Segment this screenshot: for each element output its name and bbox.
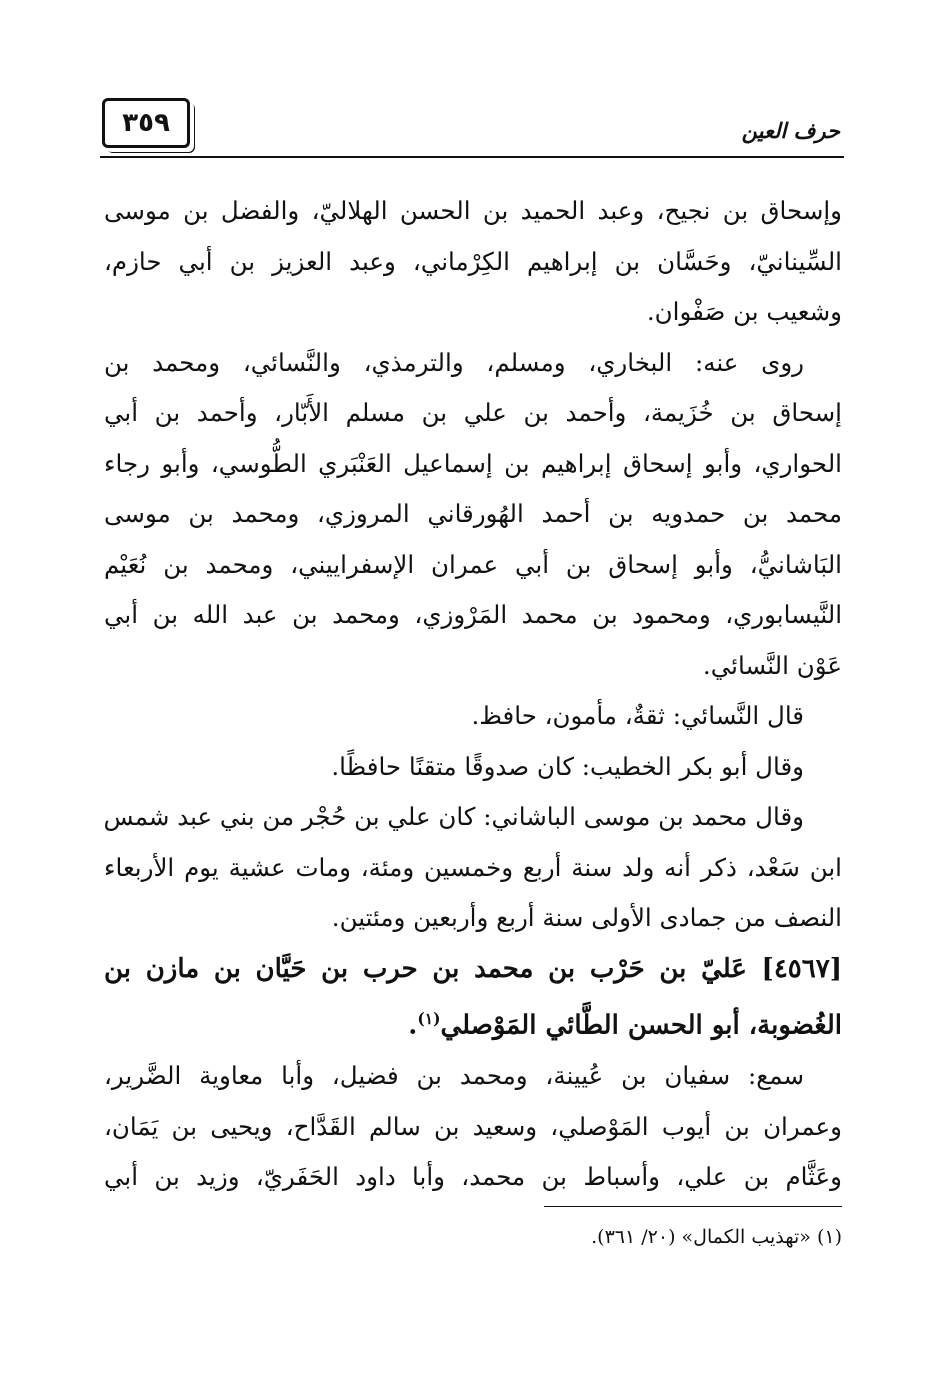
entry-heading-end: . [408,1010,418,1041]
text-line: روى عنه: البخاري، ومسلم، والترمذي، والنَّسائي، ومحمد بن [104,347,804,377]
page-body [104,186,842,1203]
text-line: محمد بن حمدويه بن أحمد الهُورقاني المروزي، ومحمد بن موسى [104,499,842,528]
entry-heading-text: الغُضوبة، أبو الحسن الطَّائي المَوْصلي [440,1010,842,1041]
paragraphs-block [104,186,842,944]
text-line: البَاشانيُّ، وأبو إسحاق بن أبي عمران الإسفراييني، ومحمد بن نُعَيْم [104,549,842,579]
text-line: وعَثَّام بن علي، وأسباط بن محمد، وأبا داود الحَفَريّ، وزيد بن أبي [104,1162,842,1192]
text-line: وإسحاق بن نجيح، وعبد الحميد بن الحسن الهلاليّ، والفضل بن موسى [104,196,842,225]
text-line: وعمران بن أيوب المَوْصلي، وسعيد بن سالم القَدَّاح، ويحيى بن يَمَان، [104,1111,842,1141]
text-line: قال النَّسائي: ثقةٌ، مأمون، حافظ. [471,701,804,730]
text-line: ابن سَعْد، ذكر أنه ولد سنة أربع وخمسين ومئة، ومات عشية يوم الأربعاء [104,852,842,882]
text-line: إسحاق بن خُزَيمة، وأحمد بن علي بن مسلم الأَبّار، وأحمد بن أبي [104,398,842,427]
running-head: حرف العين [741,118,840,143]
text-line: النصف من جمادى الأولى سنة أربع وأربعين ومئتين. [331,903,842,932]
text-line: وشعيب بن صَفْوان. [646,297,842,326]
paragraphs-block-2 [104,1051,842,1203]
page-number: ٣٥٩ [102,98,190,148]
footnote-separator [544,1206,842,1207]
footnote-marker[interactable]: (١) [417,1009,441,1028]
page-header [100,98,844,158]
footnote: (١) «تهذيب الكمال» (٢٠/ ٣٦١). [591,1226,842,1248]
text-line: سمع: سفيان بن عُيينة، ومحمد بن فضيل، وأبا معاوية الضَّرير، [104,1061,804,1091]
text-line: النَّيسابوري، ومحمود بن محمد المَرْوزي، ومحمد بن عبد الله بن أبي [104,600,842,629]
text-line: الحواري، وأبو إسحاق إبراهيم بن إسماعيل العَنْبَري الطُّوسي، وأبو رجاء [104,448,842,478]
entry-heading-line-1: [٤٥٦٧] عَليّ بن حَرْب بن محمد بن حرب بن حَيَّان بن مازن بن [104,953,842,984]
entry-heading-line-2 [104,994,842,1051]
text-line: وقال محمد بن موسى الباشاني: كان علي بن حُجْر من بني عبد شمس [103,802,804,831]
text-line: عَوْن النَّسائي. [702,650,842,680]
text-line: السِّينانيّ، وحَسَّان بن إبراهيم الكِرْماني، وعبد العزيز بن أبي حازم، [104,246,842,276]
text-line: وقال أبو بكر الخطيب: كان صدوقًا متقنًا حافظًا. [331,751,804,781]
